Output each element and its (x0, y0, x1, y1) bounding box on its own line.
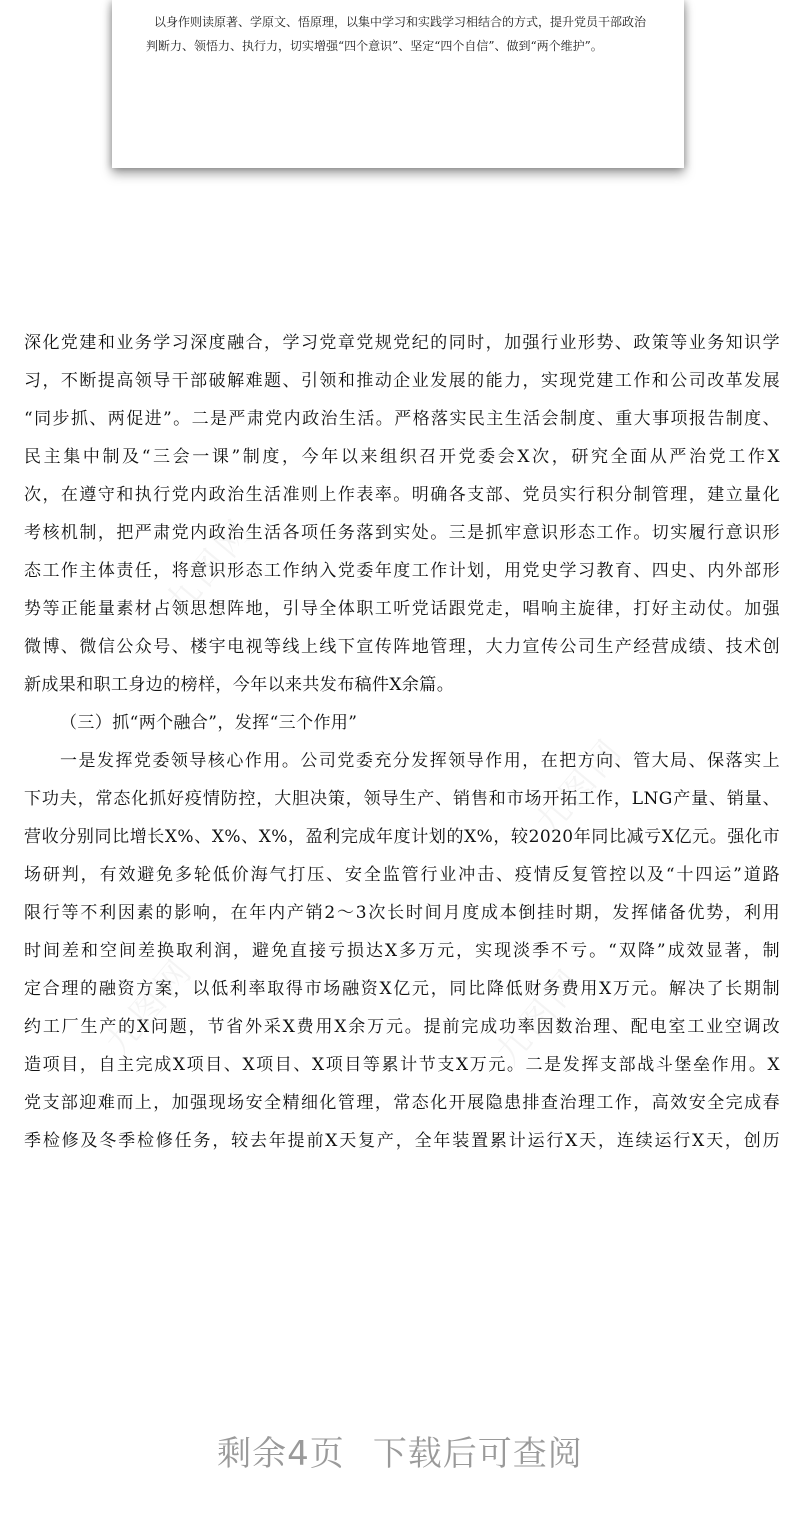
body-line: 造项目，自主完成X项目、X项目、X项目等累计节支X万元。二是发挥支部战斗堡垒作用。X (24, 1055, 780, 1075)
body-line: 党支部迎难而上，加强现场安全精细化管理，常态化开展隐患排查治理工作，高效安全完成春 (24, 1093, 780, 1113)
body-line: 微博、微信公众号、楼宇电视等线上线下宣传阵地管理，大力宣传公司生产经营成绩、技术创 (24, 637, 780, 657)
body-line: 势等正能量素材占领思想阵地，引导全体职工听党话跟党走，唱响主旋律，打好主动仗。加强 (24, 599, 780, 619)
body-line: 考核机制，把严肃党内政治生活各项任务落到实处。三是抓牢意识形态工作。切实履行意识形 (24, 523, 780, 543)
section-heading: （三）抓“两个融合”，发挥“三个作用” (60, 713, 358, 733)
body-line: 约工厂生产的X问题，节省外采X费用X余万元。提前完成功率因数治理、配电室工业空调改 (24, 1017, 780, 1037)
body-line: 习，不断提高领导干部破解难题、引领和推动企业发展的能力，实现党建工作和公司改革发展 (24, 371, 780, 391)
body-line: 季检修及冬季检修任务，较去年提前X天复产，全年装置累计运行X天，连续运行X天，创历 (24, 1131, 780, 1151)
body-line: “同步抓、两促进”。二是严肃党内政治生活。严格落实民主生活会制度、重大事项报告制度、 (24, 409, 780, 429)
card-line: 判断力、领悟力、执行力，切实增强“四个意识”、坚定“四个自信”、做到“两个维护”。 (146, 39, 603, 53)
document-page-card (112, 0, 684, 168)
body-line: 次，在遵守和执行党内政治生活准则上作表率。明确各支部、党员实行积分制管理，建立量化 (24, 485, 780, 505)
body-line: 时间差和空间差换取利润，避免直接亏损达X多万元，实现淡季不亏。“双降”成效显著，制 (24, 941, 780, 961)
card-paragraph (146, 10, 658, 58)
body-line: 定合理的融资方案，以低利率取得市场融资X亿元，同比降低财务费用X万元。解决了长期制 (24, 979, 780, 999)
body-line: 民主集中制及“三会一课”制度，今年以来组织召开党委会X次，研究全面从严治党工作X (24, 447, 780, 467)
body-line: 深化党建和业务学习深度融合，学习党章党规党纪的同时，加强行业形势、政策等业务知识学 (24, 333, 780, 353)
body-line: 限行等不利因素的影响，在年内产销2～3次长时间月度成本倒挂时期，发挥储备优势，利用 (24, 903, 780, 923)
download-prompt-banner[interactable] (0, 1420, 800, 1488)
body-line: 场研判，有效避免多轮低价海气打压、安全监管行业冲击、疫情反复管控以及“十四运”道路 (24, 865, 780, 885)
card-line: 以身作则读原著、学原文、悟原理，以集中学习和实践学习相结合的方式，提升党员干部政治 (154, 15, 647, 29)
body-line: 一是发挥党委领导核心作用。公司党委充分发挥领导作用，在把方向、管大局、保落实上 (60, 751, 780, 771)
body-line: 新成果和职工身边的榜样，今年以来共发布稿件X余篇。 (24, 675, 455, 695)
remaining-pages-label: 剩余4页 (217, 1434, 345, 1474)
download-label: 下载后可查阅 (372, 1434, 583, 1474)
body-line: 营收分别同比增长X%、X%、X%，盈利完成年度计划的X%，较2020年同比减亏X亿元。强化市 (24, 827, 780, 847)
body-line: 态工作主体责任，将意识形态工作纳入党委年度工作计划，用党史学习教育、四史、内外部形 (24, 561, 780, 581)
body-line: 下功夫，常态化抓好疫情防控，大胆决策，领导生产、销售和市场开拓工作，LNG产量、销量、 (24, 789, 780, 809)
document-body (24, 324, 780, 1160)
